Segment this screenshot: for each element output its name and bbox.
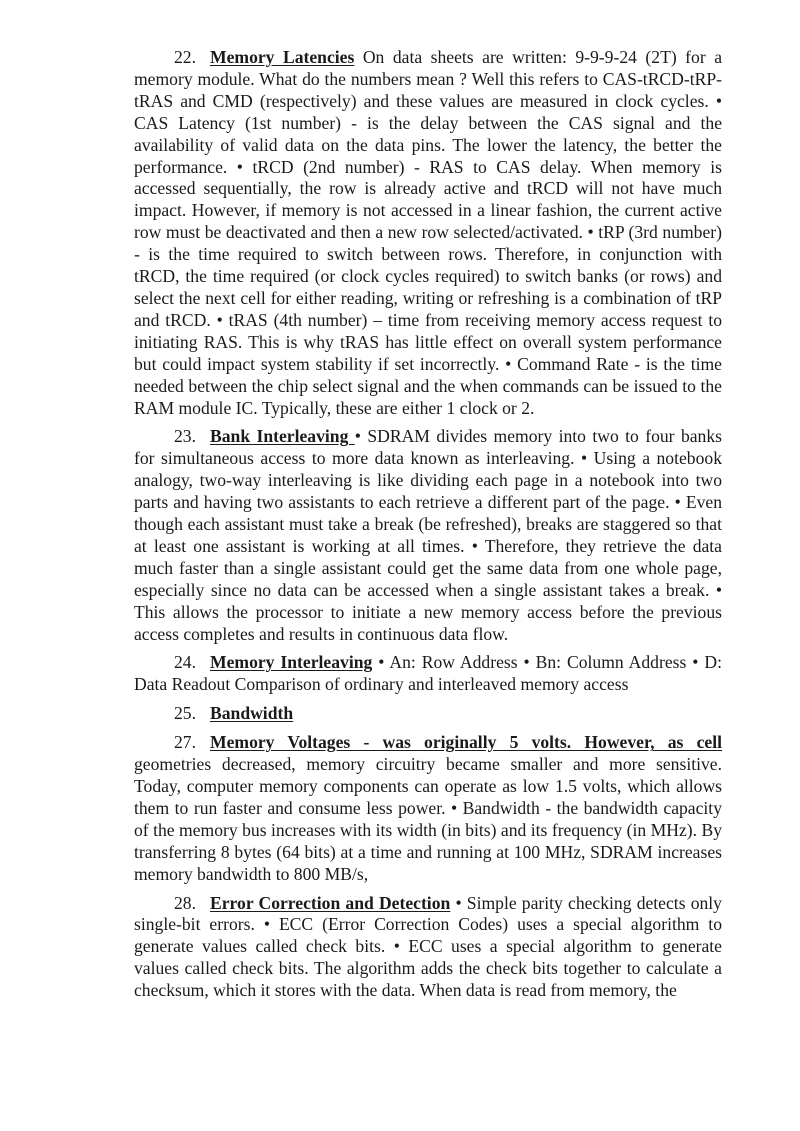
section-heading: Memory Voltages - was originally 5 volts. However, as cell xyxy=(210,732,722,753)
section-number: 24. xyxy=(174,652,196,673)
section-22 xyxy=(134,47,722,419)
section-heading: Error Correction and Detection xyxy=(210,892,451,913)
section-number: 23. xyxy=(174,426,196,447)
section-heading: Bank Interleaving xyxy=(210,426,355,447)
section-number: 27. xyxy=(174,732,196,753)
document-page xyxy=(134,47,722,1009)
section-heading: Memory Latencies xyxy=(210,47,355,67)
section-number: 22. xyxy=(174,47,196,67)
section-24 xyxy=(134,652,722,696)
section-number: 25. xyxy=(174,703,196,724)
section-body: • Simple parity checking detects only single-bit errors. • ECC (Error Correction Codes) uses a special algorithm to generate values called check bits. • ECC uses a special algorithm to generate values called check bits. The algorithm adds the check bits together to calculate a checksum, which it stores with the data. When data is read from memory, the xyxy=(134,892,722,1001)
section-body: • An: Row Address • Bn: Column Address • D: Data Readout Comparison of ordinary and interleaved memory access xyxy=(134,652,722,695)
section-body: On data sheets are written: 9-9-9-24 (2T) for a memory module. What do the numbers mean ? Well this refers to CAS-tRCD-tRP-tRAS and CMD (respectively) and these values are measured in clock cycles. • CAS Latency (1st number) - is the delay between the CAS signal and the availability of valid data on the data pins. The lower the latency, the better the performance. • tRCD (2nd number) - RAS to CAS delay. When memory is accessed sequentially, the row is already active and tRCD will not have much impact. However, if memory is not accessed in a linear fashion, the current active row must be deactivated and then a new row selected/activated. • tRP (3rd number) - is the time required to switch between rows. Therefore, in conjunction with tRCD, the time required (or clock cycles required) to switch banks (or rows) and select the next cell for either reading, writing or refreshing is a combination of tRP and tRCD. • tRAS (4th number) – time from receiving memory access request to initiating RAS. This is why tRAS has little effect on overall system performance but could impact system stability if set incorrectly. • Command Rate - is the time needed between the chip select signal and the when commands can be issued to the RAM module IC. Typically, these are either 1 clock or 2. xyxy=(134,47,723,418)
section-23 xyxy=(134,426,722,645)
section-heading: Bandwidth xyxy=(210,703,294,724)
section-body: • SDRAM divides memory into two to four banks for simultaneous access to more data known as interleaving. • Using a notebook analogy, two-way interleaving is like dividing each page in a notebook into two parts and having two assistants to each retrieve a different part of the page. • Even though each assistant must take a break (be refreshed), breaks are staggered so that at least one assistant is working at all times. • Therefore, they retrieve the data much faster than a single assistant could get the same data from one whole page, especially since no data can be accessed when a single assistant takes a break. • This allows the processor to initiate a new memory access before the previous access completes and results in continuous data flow. xyxy=(134,426,722,644)
section-25 xyxy=(134,703,722,725)
section-number: 28. xyxy=(174,892,196,913)
section-body: geometries decreased, memory circuitry became smaller and more sensitive. Today, computer memory components can operate as low 1.5 volts, which allows them to run faster and consume less power. • Bandwidth - the bandwidth capacity of the memory bus increases with its width (in bits) and its frequency (in MHz). By transferring 8 bytes (64 bits) at a time and running at 100 MHz, SDRAM increases memory bandwidth to 800 MB/s, xyxy=(134,754,722,884)
section-27 xyxy=(134,732,722,885)
section-28 xyxy=(134,893,722,1003)
section-heading: Memory Interleaving xyxy=(210,652,373,673)
